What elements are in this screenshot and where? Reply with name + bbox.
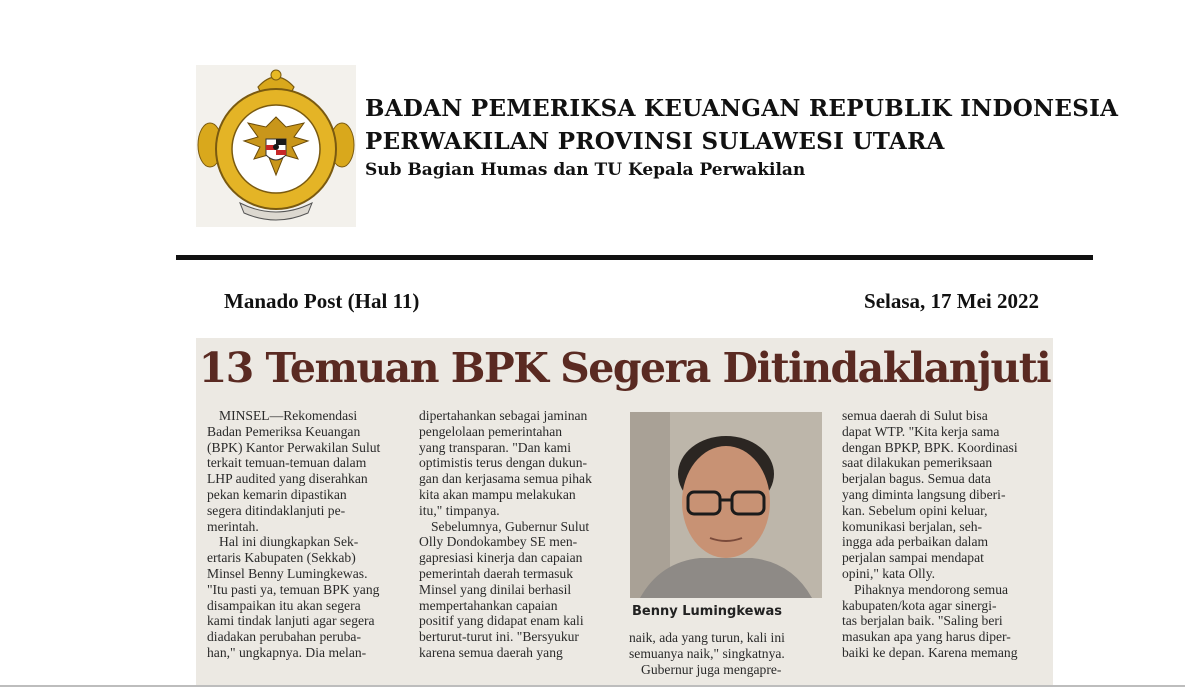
text-line: kami tindak lanjuti agar segera: [207, 613, 375, 629]
header-division-name: Sub Bagian Humas dan TU Kepala Perwakilan: [365, 160, 806, 180]
date-label: Selasa, 17 Mei 2022: [864, 289, 1039, 313]
text-line: merintah.: [207, 518, 259, 534]
header-institution-name: BADAN PEMERIKSA KEUANGAN REPUBLIK INDONESIA: [365, 95, 1119, 122]
text-line: opini," kata Olly.: [842, 565, 936, 581]
text-line: semuanya naik," singkatnya.: [629, 645, 785, 661]
text-line: Minsel Benny Lumingkewas.: [207, 565, 368, 581]
source-label: Manado Post (Hal 11): [224, 289, 420, 313]
text-line: mempertahankan capaian: [419, 597, 558, 613]
text-line: dipertahankan sebagai jaminan: [419, 408, 588, 423]
article-column-2: [419, 408, 612, 661]
text-line: optimistis terus dengan dukun-: [419, 455, 588, 471]
text-line: semua daerah di Sulut bisa: [842, 408, 988, 423]
text-line: berturut-turut ini. "Bersyukur: [419, 629, 579, 645]
text-line: perjalan sampai mendapat: [842, 550, 984, 566]
text-line: Hal ini diungkapkan Sek-: [219, 534, 359, 550]
article-column-1: [207, 408, 399, 661]
text-line: kan. Sebelum opini keluar,: [842, 502, 988, 518]
text-line: berjalan bagus. Semua data: [842, 471, 991, 487]
text-line: saat dilakukan pemeriksaan: [842, 455, 993, 471]
article-column-4: [842, 408, 1041, 661]
text-line: gapresiasi kinerja dan capaian: [419, 550, 583, 566]
text-line: diadakan perubahan peruba-: [207, 629, 361, 645]
text-line: dapat WTP. "Kita kerja sama: [842, 423, 1000, 439]
text-line: Sebelumnya, Gubernur Sulut: [431, 518, 590, 534]
text-line: Gubernur juga mengapre-: [641, 661, 782, 677]
text-line: itu," timpanya.: [419, 502, 500, 518]
header-divider: [176, 255, 1093, 260]
newspaper-clipping: [196, 338, 1053, 687]
text-line: dengan BPKP, BPK. Koordinasi: [842, 439, 1018, 455]
header-office-name: PERWAKILAN PROVINSI SULAWESI UTARA: [365, 128, 945, 155]
text-line: (BPK) Kantor Perwakilan Sulut: [207, 439, 381, 455]
text-line: baiki ke depan. Karena memang: [842, 644, 1018, 660]
text-line: tas berjalan baik. "Saling beri: [842, 613, 1003, 629]
text-line: ertaris Kabupaten (Sekkab): [207, 550, 356, 566]
text-line: disampaikan itu akan segera: [207, 597, 361, 613]
text-line: gan dan kerjasama semua pihak: [419, 471, 592, 487]
text-line: pengelolaan pemerintahan: [419, 423, 563, 439]
text-line: ingga ada perbaikan dalam: [842, 534, 989, 550]
portrait-photo: [630, 412, 822, 598]
text-line: kita akan mampu melakukan: [419, 486, 576, 502]
text-line: segera ditindaklanjuti pe-: [207, 502, 346, 518]
text-line: yang transparan. "Dan kami: [419, 439, 572, 455]
text-line: yang diminta langsung diberi-: [842, 486, 1006, 502]
text-line: Minsel yang dinilai berhasil: [419, 581, 572, 597]
text-line: pemerintah daerah termasuk: [419, 565, 573, 581]
text-line: masukan apa yang harus diper-: [842, 629, 1011, 645]
article-headline: 13 Temuan BPK Segera Ditindaklanjuti: [198, 344, 1051, 392]
bpk-emblem-logo: [196, 65, 356, 227]
text-line: terkait temuan-temuan dalam: [207, 455, 367, 471]
text-line: karena semua daerah yang: [419, 644, 563, 660]
text-line: "Itu pasti ya, temuan BPK yang: [207, 581, 380, 597]
text-line: Badan Pemeriksa Keuangan: [207, 423, 361, 439]
text-line: Pihaknya mendorong semua: [854, 581, 1009, 597]
text-line: kabupaten/kota agar sinergi-: [842, 597, 997, 613]
text-line: LHP audited yang diserahkan: [207, 471, 368, 487]
text-line: Olly Dondokambey SE men-: [419, 534, 578, 550]
text-line: MINSEL—Rekomendasi: [219, 408, 358, 423]
text-line: han," ungkapnya. Dia melan-: [207, 644, 367, 660]
photo-caption: Benny Lumingkewas: [632, 604, 782, 619]
text-line: naik, ada yang turun, kali ini: [629, 630, 785, 645]
text-line: komunikasi berjalan, seh-: [842, 518, 983, 534]
article-column-3: [629, 630, 824, 677]
text-line: positif yang didapat enam kali: [419, 613, 584, 629]
text-line: pekan kemarin dipastikan: [207, 486, 347, 502]
